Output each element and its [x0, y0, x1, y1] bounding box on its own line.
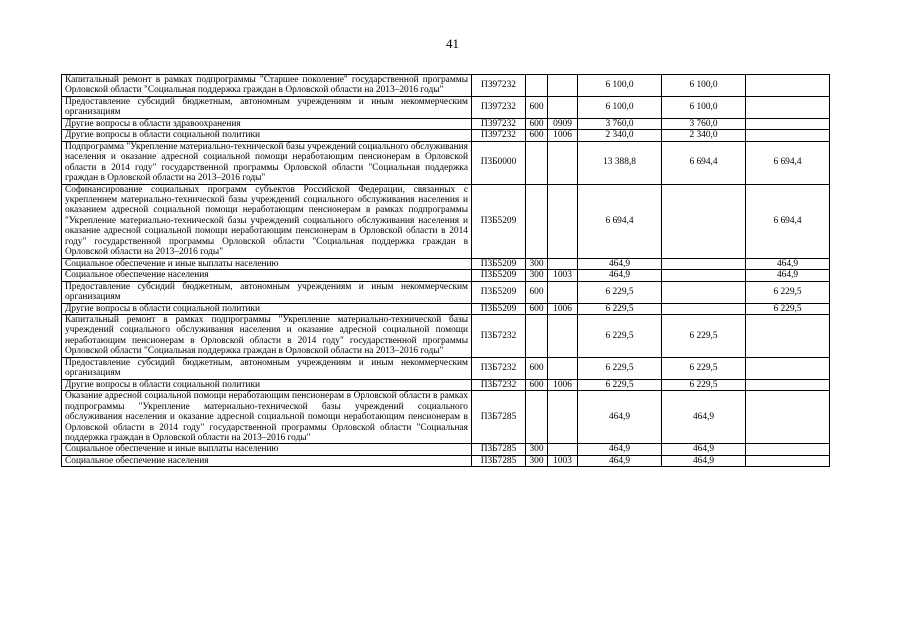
row-amount-federal: 464,9 — [746, 258, 830, 269]
row-amount-regional — [662, 270, 746, 281]
row-expense-type: 600 — [526, 379, 548, 390]
row-description: Другие вопросы в области социальной политики — [62, 303, 472, 314]
row-target-code: П397232 — [472, 130, 526, 141]
row-target-code: П3Б7285 — [472, 455, 526, 466]
row-section-code — [548, 357, 578, 379]
row-target-code: П3Б7232 — [472, 314, 526, 357]
row-section-code: 1003 — [548, 455, 578, 466]
row-description: Капитальный ремонт в рамках подпрограммы "Укрепление материально-технической базы учреждений социального обслуживания населения и оказание адресной социальной помощи неработающим пенсионерам в Орловской области в 2014 году" государственной программы Орловской области "Социальная поддержка граждан в Орловской области на 2013–2016 годы" — [62, 314, 472, 357]
row-amount-regional: 3 760,0 — [662, 118, 746, 129]
table-row — [62, 314, 830, 357]
row-amount-regional — [662, 281, 746, 303]
row-amount-total: 6 229,5 — [578, 357, 662, 379]
table-row — [62, 141, 830, 184]
row-amount-regional: 6 229,5 — [662, 314, 746, 357]
row-amount-total: 6 229,5 — [578, 303, 662, 314]
row-amount-federal — [746, 314, 830, 357]
row-amount-federal — [746, 118, 830, 129]
row-description: Другие вопросы в области социальной политики — [62, 130, 472, 141]
row-amount-total: 6 229,5 — [578, 281, 662, 303]
row-section-code — [548, 141, 578, 184]
row-amount-regional: 6 229,5 — [662, 357, 746, 379]
row-section-code — [548, 314, 578, 357]
row-amount-total: 3 760,0 — [578, 118, 662, 129]
row-expense-type — [526, 75, 548, 97]
row-amount-total: 6 100,0 — [578, 96, 662, 118]
row-description: Капитальный ремонт в рамках подпрограммы "Старшее поколение" государственной программы Орловской области "Социальная поддержка граждан в Орловской области на 2013–2016 годы" — [62, 75, 472, 97]
budget-table-body — [62, 75, 830, 467]
row-expense-type — [526, 184, 548, 258]
row-amount-total: 2 340,0 — [578, 130, 662, 141]
table-row — [62, 303, 830, 314]
row-description: Социальное обеспечение населения — [62, 270, 472, 281]
row-section-code: 0909 — [548, 118, 578, 129]
row-section-code — [548, 258, 578, 269]
row-amount-regional: 6 100,0 — [662, 75, 746, 97]
row-section-code — [548, 444, 578, 455]
row-target-code: П3Б5209 — [472, 303, 526, 314]
row-expense-type: 300 — [526, 455, 548, 466]
table-row — [62, 118, 830, 129]
row-description: Предоставление субсидий бюджетным, автономным учреждениям и иным некоммерческим организациям — [62, 96, 472, 118]
row-target-code: П3Б5209 — [472, 258, 526, 269]
row-amount-total: 6 694,4 — [578, 184, 662, 258]
row-amount-total: 464,9 — [578, 391, 662, 444]
row-amount-regional: 2 340,0 — [662, 130, 746, 141]
row-amount-federal — [746, 96, 830, 118]
row-expense-type: 600 — [526, 96, 548, 118]
row-target-code: П3Б7285 — [472, 444, 526, 455]
table-row — [62, 75, 830, 97]
row-description: Предоставление субсидий бюджетным, автономным учреждениям и иным некоммерческим организациям — [62, 281, 472, 303]
row-target-code: П3Б7232 — [472, 357, 526, 379]
row-expense-type — [526, 141, 548, 184]
row-expense-type: 600 — [526, 357, 548, 379]
row-expense-type: 600 — [526, 130, 548, 141]
table-row — [62, 455, 830, 466]
row-target-code: П397232 — [472, 75, 526, 97]
row-target-code: П397232 — [472, 96, 526, 118]
row-amount-total: 464,9 — [578, 270, 662, 281]
row-description: Социальное обеспечение и иные выплаты населению — [62, 444, 472, 455]
row-target-code: П3Б7285 — [472, 391, 526, 444]
row-section-code: 1006 — [548, 130, 578, 141]
row-section-code: 1006 — [548, 379, 578, 390]
table-row — [62, 379, 830, 390]
table-row — [62, 281, 830, 303]
table-row — [62, 184, 830, 258]
row-section-code: 1003 — [548, 270, 578, 281]
row-expense-type: 300 — [526, 258, 548, 269]
row-target-code: П3Б0000 — [472, 141, 526, 184]
row-section-code — [548, 96, 578, 118]
row-description: Социальное обеспечение населения — [62, 455, 472, 466]
row-description: Софинансирование социальных программ субъектов Российской Федерации, связанных с укреплением материально-технической базы учреждений социального обслуживания населения и оказанием адресной социальной помощи неработающим пенсионерам в рамках подпрограммы "Укрепление материально-технической базы учреждений социального обслуживания населения и оказание адресной социальной помощи неработающим пенсионерам в Орловской области в 2014 году" государственной программы Орловской области "Социальная поддержка граждан в Орловской области на 2013–2016 годы" — [62, 184, 472, 258]
row-target-code: П3Б5209 — [472, 184, 526, 258]
row-target-code: П3Б5209 — [472, 270, 526, 281]
row-amount-total: 464,9 — [578, 258, 662, 269]
row-amount-regional: 6 694,4 — [662, 141, 746, 184]
row-amount-federal: 6 229,5 — [746, 303, 830, 314]
row-amount-total: 464,9 — [578, 444, 662, 455]
row-amount-total: 6 229,5 — [578, 379, 662, 390]
row-amount-federal — [746, 75, 830, 97]
row-amount-federal: 6 229,5 — [746, 281, 830, 303]
row-amount-federal: 464,9 — [746, 270, 830, 281]
row-amount-regional: 464,9 — [662, 444, 746, 455]
row-expense-type: 600 — [526, 303, 548, 314]
row-description: Социальное обеспечение и иные выплаты населению — [62, 258, 472, 269]
row-description: Другие вопросы в области здравоохранения — [62, 118, 472, 129]
page-number: 41 — [446, 36, 459, 51]
row-amount-federal: 6 694,4 — [746, 184, 830, 258]
row-amount-total: 464,9 — [578, 455, 662, 466]
row-section-code: 1006 — [548, 303, 578, 314]
row-amount-regional — [662, 258, 746, 269]
row-amount-federal: 6 694,4 — [746, 141, 830, 184]
row-section-code — [548, 391, 578, 444]
row-amount-federal — [746, 391, 830, 444]
row-expense-type — [526, 314, 548, 357]
row-amount-regional: 464,9 — [662, 455, 746, 466]
row-amount-regional: 464,9 — [662, 391, 746, 444]
row-amount-total: 6 229,5 — [578, 314, 662, 357]
row-target-code: П397232 — [472, 118, 526, 129]
row-amount-federal — [746, 455, 830, 466]
row-expense-type: 600 — [526, 281, 548, 303]
budget-table — [61, 74, 830, 467]
table-row — [62, 96, 830, 118]
row-amount-regional — [662, 303, 746, 314]
table-row — [62, 357, 830, 379]
row-expense-type: 300 — [526, 444, 548, 455]
row-description: Подпрограмма "Укрепление материально-технической базы учреждений социального обслуживания населения и оказание адресной социальной помощи неработающим пенсионерам в Орловской области в 2014 году" государственной программы Орловской области "Социальная поддержка граждан в Орловской области на 2013–2016 годы" — [62, 141, 472, 184]
row-amount-total: 6 100,0 — [578, 75, 662, 97]
table-row — [62, 444, 830, 455]
row-amount-federal — [746, 444, 830, 455]
table-row — [62, 258, 830, 269]
row-section-code — [548, 184, 578, 258]
row-target-code: П3Б5209 — [472, 281, 526, 303]
row-amount-total: 13 388,8 — [578, 141, 662, 184]
row-target-code: П3Б7232 — [472, 379, 526, 390]
row-amount-regional: 6 100,0 — [662, 96, 746, 118]
row-expense-type: 300 — [526, 270, 548, 281]
table-row — [62, 130, 830, 141]
row-section-code — [548, 281, 578, 303]
row-amount-federal — [746, 379, 830, 390]
row-amount-regional — [662, 184, 746, 258]
row-amount-federal — [746, 130, 830, 141]
row-amount-federal — [746, 357, 830, 379]
table-row — [62, 270, 830, 281]
row-description: Предоставление субсидий бюджетным, автономным учреждениям и иным некоммерческим организациям — [62, 357, 472, 379]
row-expense-type — [526, 391, 548, 444]
table-row — [62, 391, 830, 444]
row-description: Оказание адресной социальной помощи неработающим пенсионерам в Орловской области в рамках подпрограммы "Укрепление материально-технической базы учреждений социального обслуживания населения и оказание адресной социальной помощи неработающим пенсионерам в Орловской области в 2014 году" государственной программы Орловской области "Социальная поддержка граждан в Орловской области на 2013–2016 годы" — [62, 391, 472, 444]
row-amount-regional: 6 229,5 — [662, 379, 746, 390]
row-section-code — [548, 75, 578, 97]
row-expense-type: 600 — [526, 118, 548, 129]
row-description: Другие вопросы в области социальной политики — [62, 379, 472, 390]
